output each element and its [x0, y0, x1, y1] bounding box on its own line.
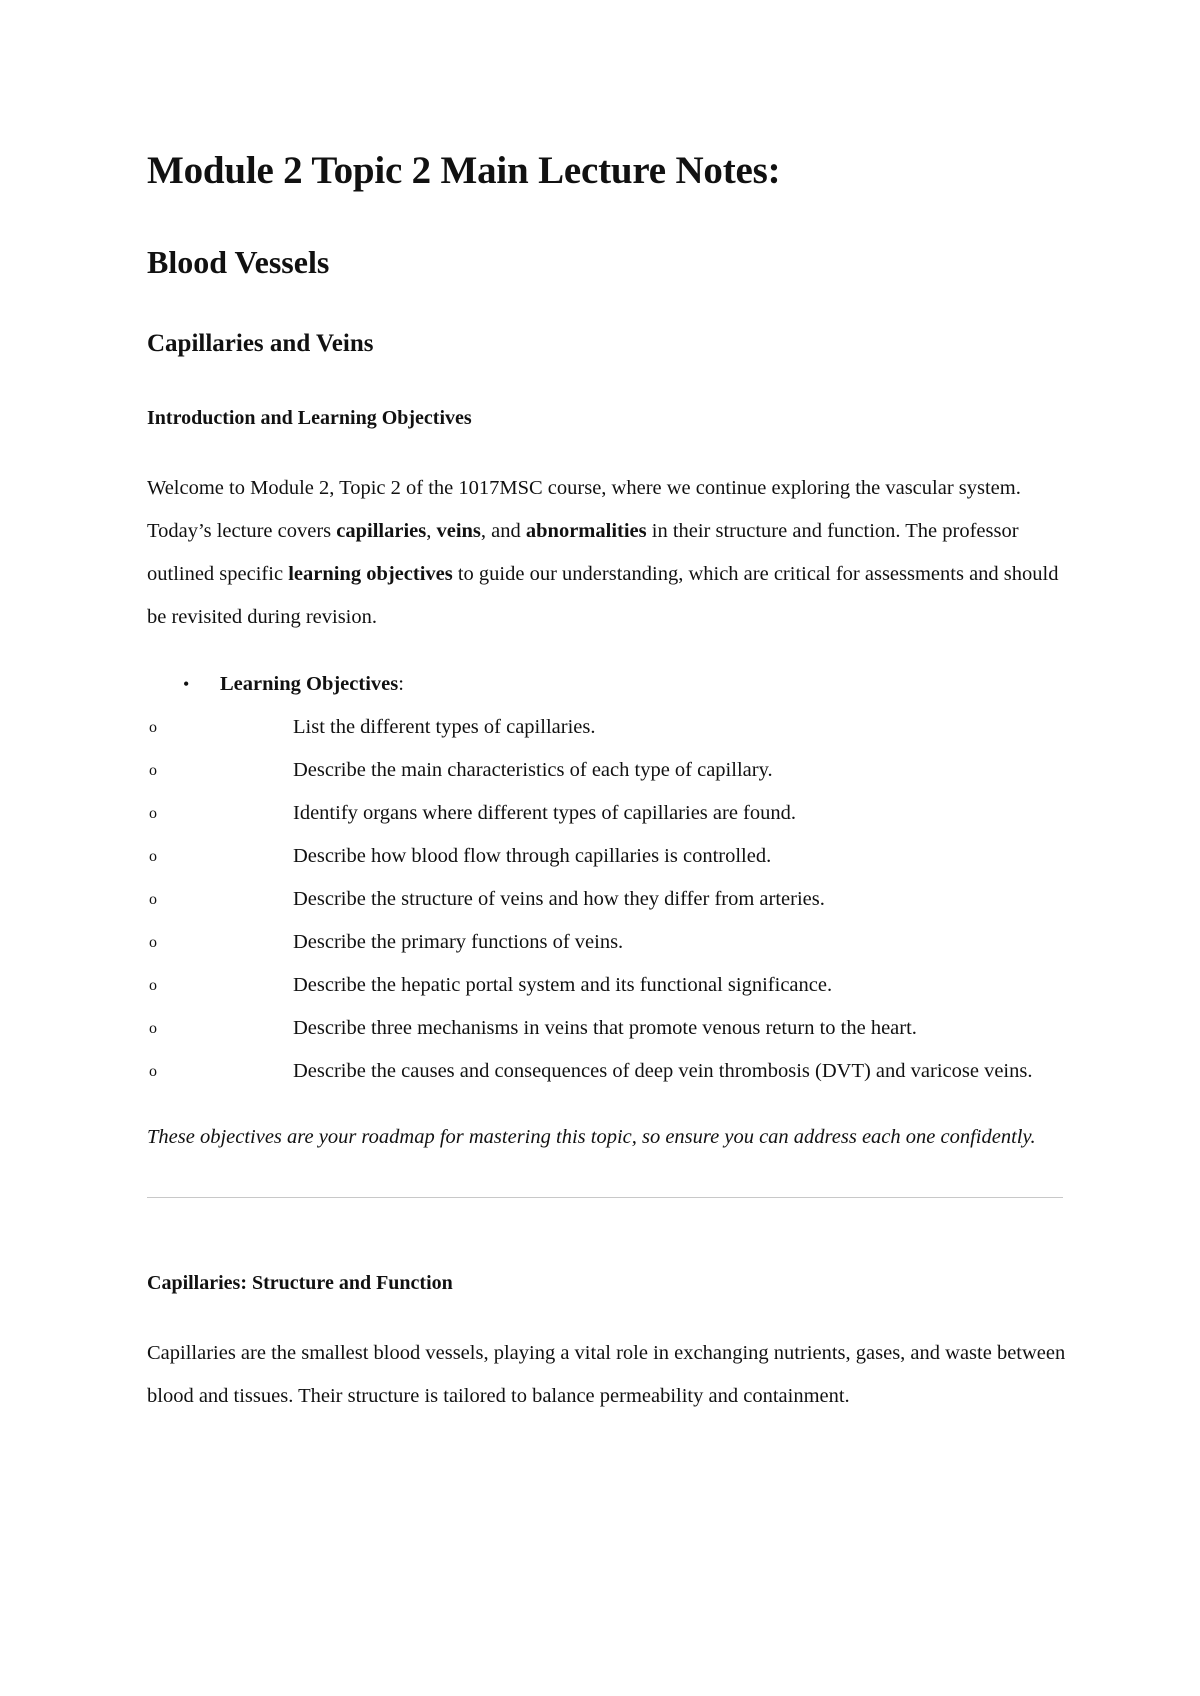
intro-text-1: Welcome to Module 2, Topic 2 of the 1017MSC course, where we continue exploring the vascular system. Today’s lecture covers	[147, 477, 1021, 542]
objective-text: Describe the causes and consequences of deep vein thrombosis (DVT) and varicose veins.	[293, 1060, 1033, 1082]
objective-item	[149, 792, 1067, 835]
closing-note: These objectives are your roadmap for mastering this topic, so ensure you can address each one confidently.	[147, 1126, 1036, 1148]
objectives-list	[147, 663, 1067, 1093]
objective-text: Describe three mechanisms in veins that promote venous return to the heart.	[293, 1017, 917, 1039]
intro-heading: Introduction and Learning Objectives	[147, 407, 472, 429]
objective-text: Describe the main characteristics of each type of capillary.	[293, 759, 773, 781]
objectives-label: Learning Objectives	[220, 673, 399, 695]
intro-text-3: , and	[480, 520, 526, 542]
objective-item	[149, 1050, 1067, 1093]
sub-bullet-icon: o	[149, 805, 157, 822]
intro-paragraph	[147, 467, 1067, 639]
intro-bold-abnormalities: abnormalities	[525, 520, 647, 542]
objective-text: Describe the primary functions of veins.	[293, 931, 624, 953]
objective-item	[149, 921, 1067, 964]
objective-item	[149, 1007, 1067, 1050]
intro-bold-veins: veins	[436, 520, 481, 542]
objectives-sub-list	[149, 706, 1067, 1093]
sub-bullet-icon: o	[149, 848, 157, 865]
objective-text: Describe how blood flow through capillaries is controlled.	[293, 845, 772, 867]
objective-item	[149, 835, 1067, 878]
objective-text: Describe the hepatic portal system and its functional significance.	[293, 974, 833, 996]
subsection-title: Capillaries and Veins	[147, 330, 374, 357]
sub-bullet-icon: o	[149, 1063, 157, 1080]
sub-bullet-icon: o	[149, 934, 157, 951]
intro-text-2: ,	[426, 520, 437, 542]
intro-bold-learning-objectives: learning objectives	[288, 563, 453, 585]
objectives-list-item	[147, 663, 1067, 1093]
sub-bullet-icon: o	[149, 1020, 157, 1037]
capillaries-heading: Capillaries: Structure and Function	[147, 1272, 453, 1294]
objective-text: List the different types of capillaries.	[293, 716, 596, 738]
page-title: Module 2 Topic 2 Main Lecture Notes:	[147, 149, 781, 192]
section-title: Blood Vessels	[147, 244, 330, 280]
objective-item	[149, 749, 1067, 792]
objective-text: Identify organs where different types of capillaries are found.	[293, 802, 797, 824]
objective-text: Describe the structure of veins and how they differ from arteries.	[293, 888, 825, 910]
intro-text-4: in their structure and function. The professor outlined specific	[147, 520, 1019, 585]
objective-item	[149, 964, 1067, 1007]
sub-bullet-icon: o	[149, 977, 157, 994]
section-divider	[147, 1197, 1063, 1198]
objective-item	[149, 706, 1067, 749]
document-body	[147, 143, 1067, 1418]
capillaries-paragraph: Capillaries are the smallest blood vessels, playing a vital role in exchanging nutrients, gases, and waste between blood and tissues. Their structure is tailored to balance permeability and containment.	[147, 1342, 1066, 1407]
bullet-icon: •	[183, 674, 190, 694]
intro-bold-capillaries: capillaries	[336, 520, 427, 542]
sub-bullet-icon: o	[149, 891, 157, 908]
sub-bullet-icon: o	[149, 719, 157, 736]
objective-item	[149, 878, 1067, 921]
intro-text-5: to guide our understanding, which are critical for assessments and should be revisited during revision.	[147, 563, 1059, 628]
sub-bullet-icon: o	[149, 762, 157, 779]
objectives-label-suffix: :	[398, 673, 404, 695]
